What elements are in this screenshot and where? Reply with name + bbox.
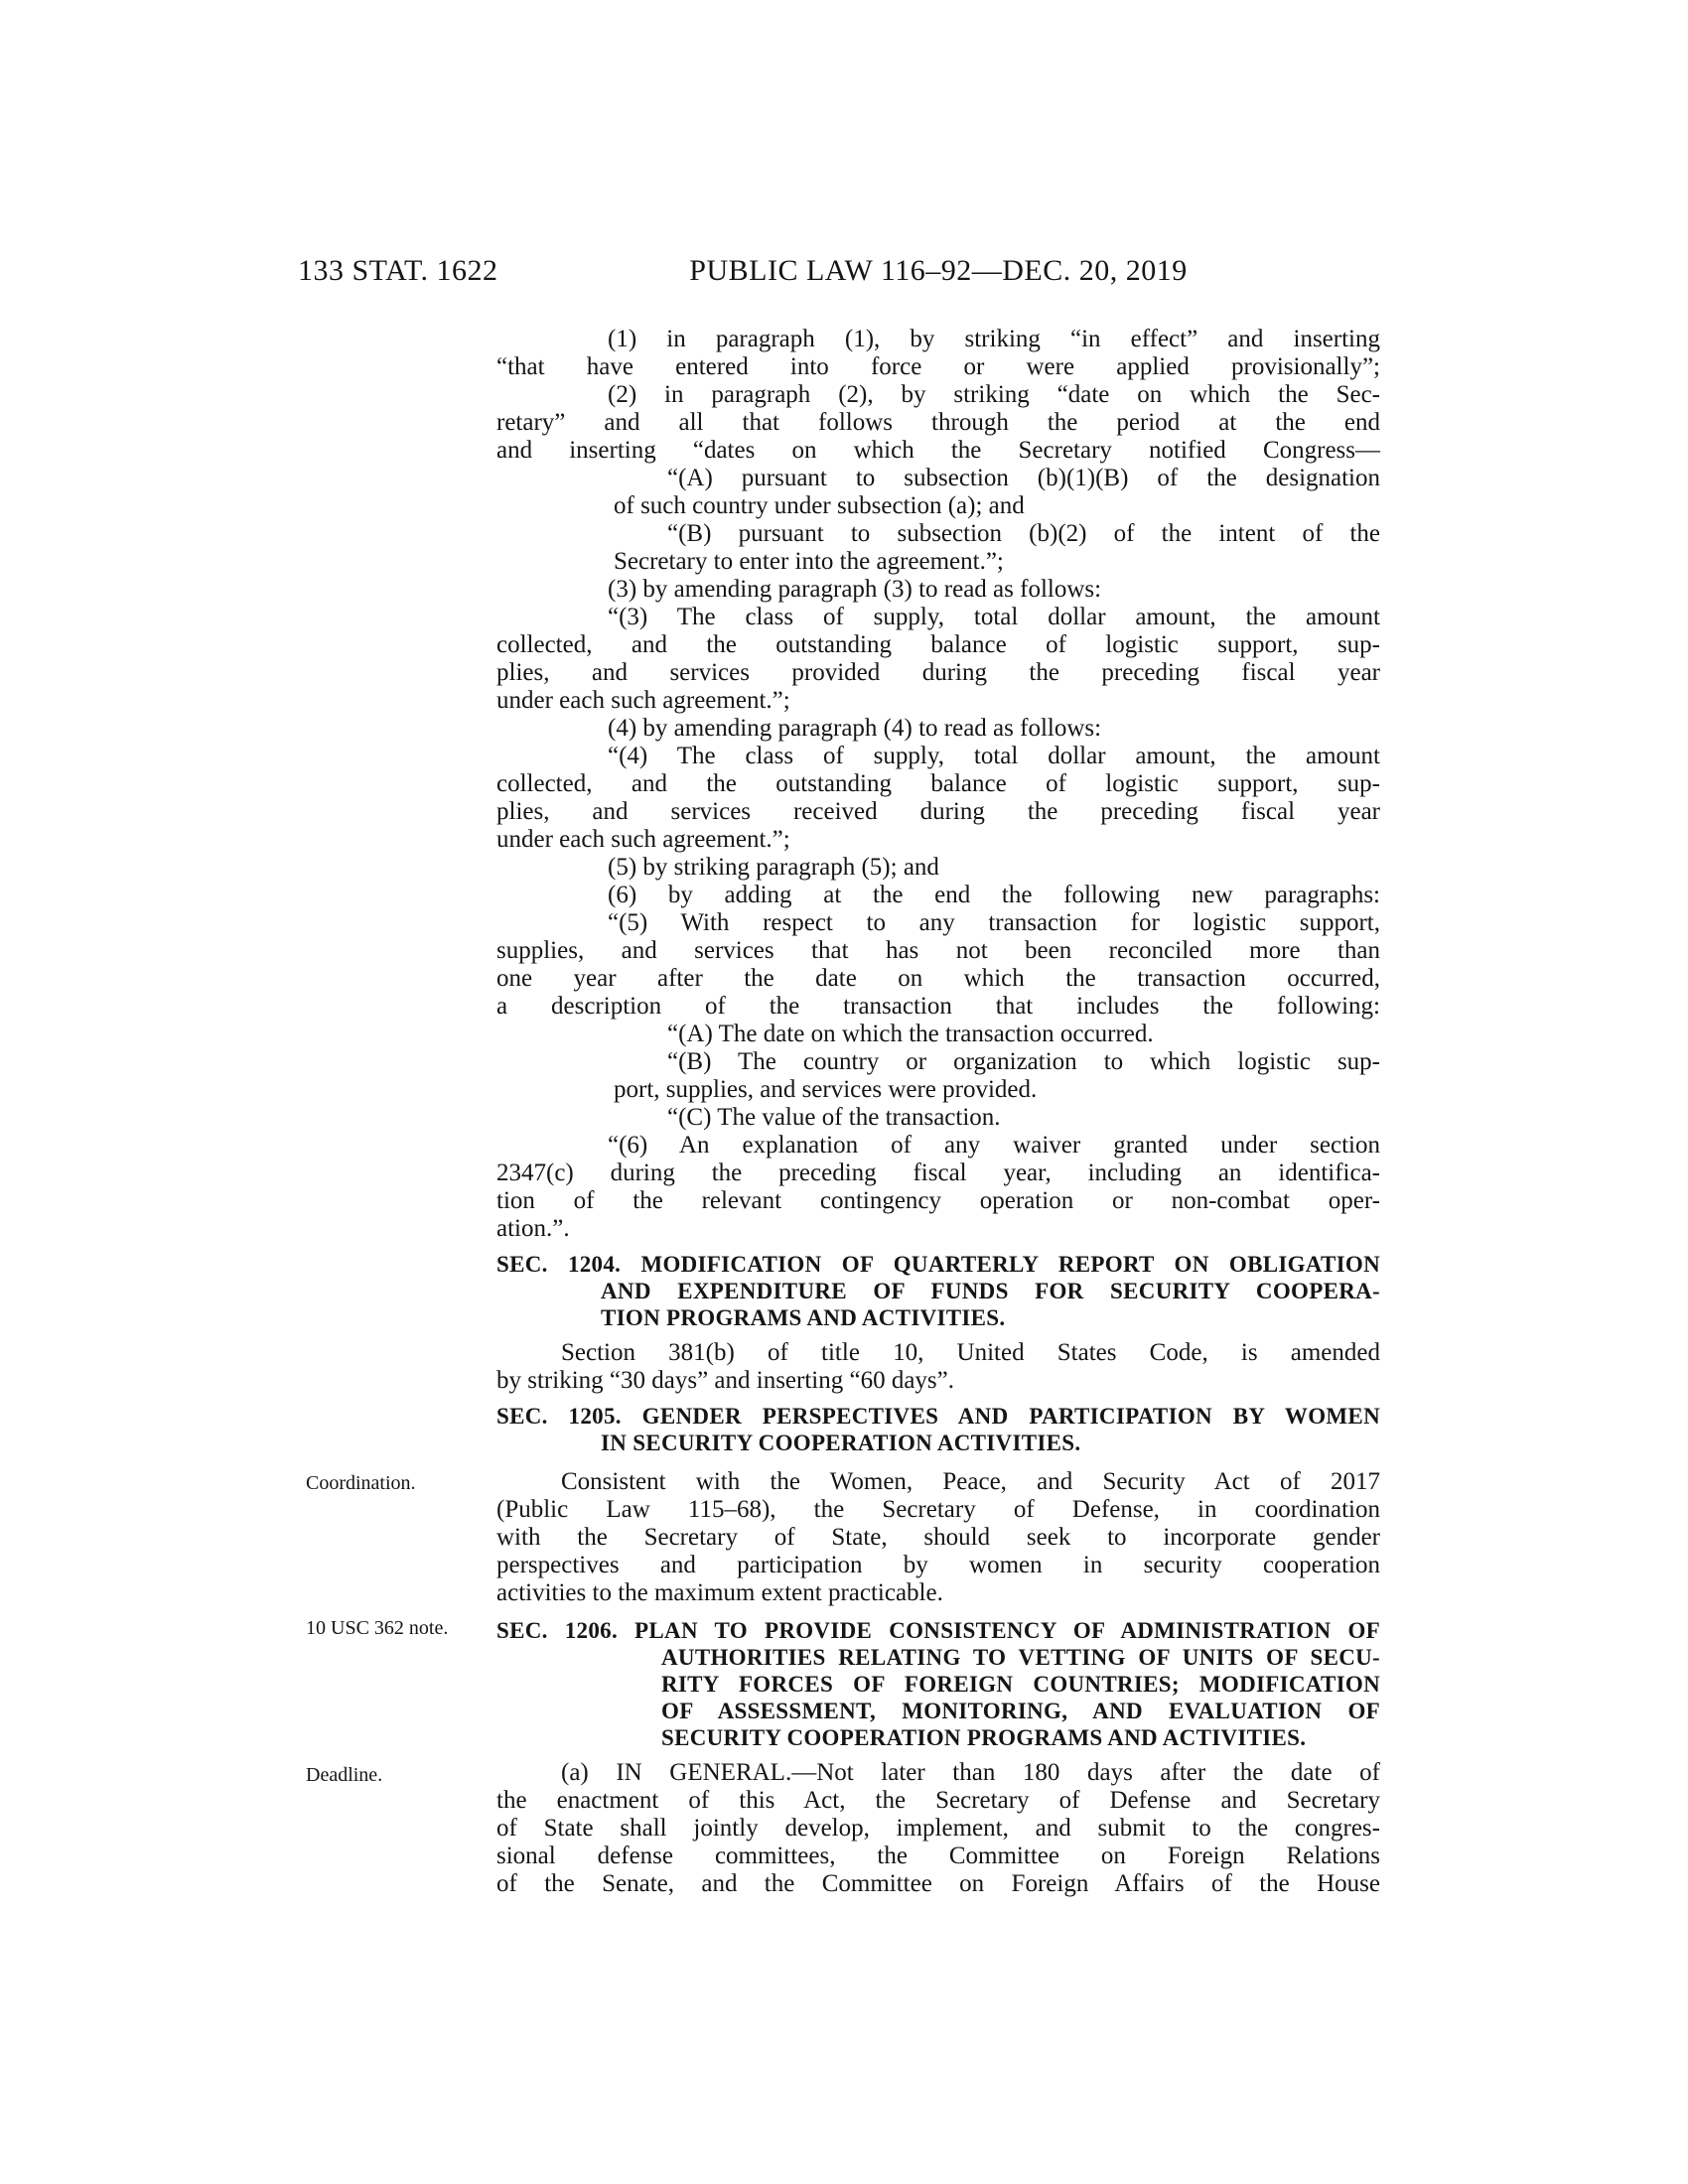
text-line: plies, and services provided during the preceding fiscal year bbox=[496, 659, 1380, 686]
text-line: (3) by amending paragraph (3) to read as follows: bbox=[608, 576, 1102, 603]
heading-line: TION PROGRAMS AND ACTIVITIES. bbox=[601, 1305, 1006, 1330]
text-line: Section 381(b) of title 10, United States Code, is amended bbox=[561, 1339, 1380, 1366]
text-line: collected, and the outstanding balance of logistic support, sup- bbox=[496, 631, 1380, 658]
text-line: Consistent with the Women, Peace, and Security Act of 2017 bbox=[561, 1468, 1380, 1495]
text-line: “(B) The country or organization to which logistic sup- bbox=[667, 1048, 1380, 1075]
text-line: port, supplies, and services were provided. bbox=[614, 1076, 1038, 1103]
text-line: one year after the date on which the transaction occurred, bbox=[496, 965, 1380, 992]
text-line: the enactment of this Act, the Secretary of Defense and Secretary bbox=[496, 1787, 1380, 1814]
text-line: supplies, and services that has not been reconciled more than bbox=[496, 937, 1380, 964]
text-line: (2) in paragraph (2), by striking “date on which the Sec- bbox=[608, 381, 1380, 408]
section-1205-body bbox=[496, 1468, 1380, 1607]
heading-line: AUTHORITIES RELATING TO VETTING OF UNITS OF SECU- bbox=[661, 1645, 1380, 1670]
text-line: (a) IN GENERAL.—Not later than 180 days after the date of bbox=[561, 1759, 1380, 1786]
text-line: retary” and all that follows through the period at the end bbox=[496, 409, 1380, 436]
heading-line: SEC. 1205. GENDER PERSPECTIVES AND PARTICIPATION BY WOMEN bbox=[496, 1404, 1380, 1429]
heading-line: SECURITY COOPERATION PROGRAMS AND ACTIVITIES. bbox=[661, 1725, 1307, 1750]
heading-line: IN SECURITY COOPERATION ACTIVITIES. bbox=[601, 1431, 1081, 1455]
margin-note-coordination: Coordination. bbox=[306, 1472, 416, 1494]
section-1204-body bbox=[496, 1339, 1380, 1395]
text-line: activities to the maximum extent practicable. bbox=[496, 1579, 943, 1606]
text-line: collected, and the outstanding balance of logistic support, sup- bbox=[496, 770, 1380, 797]
section-heading-1205 bbox=[496, 1403, 1380, 1456]
text-line: “(A) The date on which the transaction occurred. bbox=[667, 1021, 1154, 1047]
section-heading-1204 bbox=[496, 1251, 1380, 1331]
text-line: and inserting “dates on which the Secretary notified Congress— bbox=[496, 437, 1380, 464]
stat-page-number: 133 STAT. 1622 bbox=[298, 254, 498, 287]
heading-line: SEC. 1204. MODIFICATION OF QUARTERLY REPORT ON OBLIGATION bbox=[496, 1252, 1380, 1277]
text-line: ation.”. bbox=[496, 1215, 570, 1242]
heading-line: SEC. 1206. PLAN TO PROVIDE CONSISTENCY OF ADMINISTRATION OF bbox=[496, 1618, 1380, 1643]
text-line: “that have entered into force or were applied provisionally”; bbox=[496, 353, 1380, 380]
text-line: of the Senate, and the Committee on Foreign Affairs of the House bbox=[496, 1870, 1380, 1897]
text-line: a description of the transaction that includes the following: bbox=[496, 993, 1380, 1020]
text-line: plies, and services received during the preceding fiscal year bbox=[496, 798, 1380, 825]
text-line: with the Secretary of State, should seek to incorporate gender bbox=[496, 1524, 1380, 1551]
statute-text-column bbox=[496, 326, 1380, 1898]
text-line: “(3) The class of supply, total dollar amount, the amount bbox=[608, 604, 1380, 630]
margin-note-deadline: Deadline. bbox=[306, 1764, 383, 1786]
text-line: perspectives and participation by women in security cooperation bbox=[496, 1552, 1380, 1578]
text-line: (1) in paragraph (1), by striking “in effect” and inserting bbox=[608, 326, 1380, 352]
heading-line: AND EXPENDITURE OF FUNDS FOR SECURITY COOPERA- bbox=[601, 1279, 1380, 1303]
heading-line: OF ASSESSMENT, MONITORING, AND EVALUATION OF bbox=[661, 1699, 1380, 1723]
text-line: Secretary to enter into the agreement.”; bbox=[614, 548, 1004, 575]
text-line: “(B) pursuant to subsection (b)(2) of the intent of the bbox=[667, 520, 1380, 547]
text-line: “(C) The value of the transaction. bbox=[667, 1104, 1001, 1131]
section-1206-body bbox=[496, 1759, 1380, 1898]
text-line: (6) by adding at the end the following new paragraphs: bbox=[608, 882, 1380, 908]
running-head-law-title: PUBLIC LAW 116–92—DEC. 20, 2019 bbox=[689, 254, 1188, 287]
text-line: (5) by striking paragraph (5); and bbox=[608, 854, 939, 881]
text-line: under each such agreement.”; bbox=[496, 687, 790, 714]
heading-line: RITY FORCES OF FOREIGN COUNTRIES; MODIFICATION bbox=[661, 1672, 1380, 1697]
text-line: (4) by amending paragraph (4) to read as follows: bbox=[608, 715, 1102, 742]
text-line: tion of the relevant contingency operation or non-combat oper- bbox=[496, 1187, 1380, 1214]
text-line: sional defense committees, the Committee on Foreign Relations bbox=[496, 1843, 1380, 1869]
text-line: “(5) With respect to any transaction for logistic support, bbox=[608, 909, 1380, 936]
text-line: under each such agreement.”; bbox=[496, 826, 790, 853]
text-line: of such country under subsection (a); and bbox=[614, 492, 1025, 519]
text-line: “(4) The class of supply, total dollar amount, the amount bbox=[608, 743, 1380, 769]
text-line: by striking “30 days” and inserting “60 days”. bbox=[496, 1367, 955, 1394]
margin-note-usc-citation: 10 USC 362 note. bbox=[306, 1617, 449, 1639]
text-line: of State shall jointly develop, implement, and submit to the congres- bbox=[496, 1815, 1380, 1842]
amendment-clauses bbox=[496, 326, 1380, 1243]
section-heading-1206 bbox=[496, 1617, 1380, 1751]
text-line: 2347(c) during the preceding fiscal year, including an identifica- bbox=[496, 1160, 1380, 1186]
text-line: “(6) An explanation of any waiver granted under section bbox=[608, 1132, 1380, 1159]
text-line: (Public Law 115–68), the Secretary of Defense, in coordination bbox=[496, 1496, 1380, 1523]
text-line: “(A) pursuant to subsection (b)(1)(B) of the designation bbox=[667, 465, 1380, 491]
